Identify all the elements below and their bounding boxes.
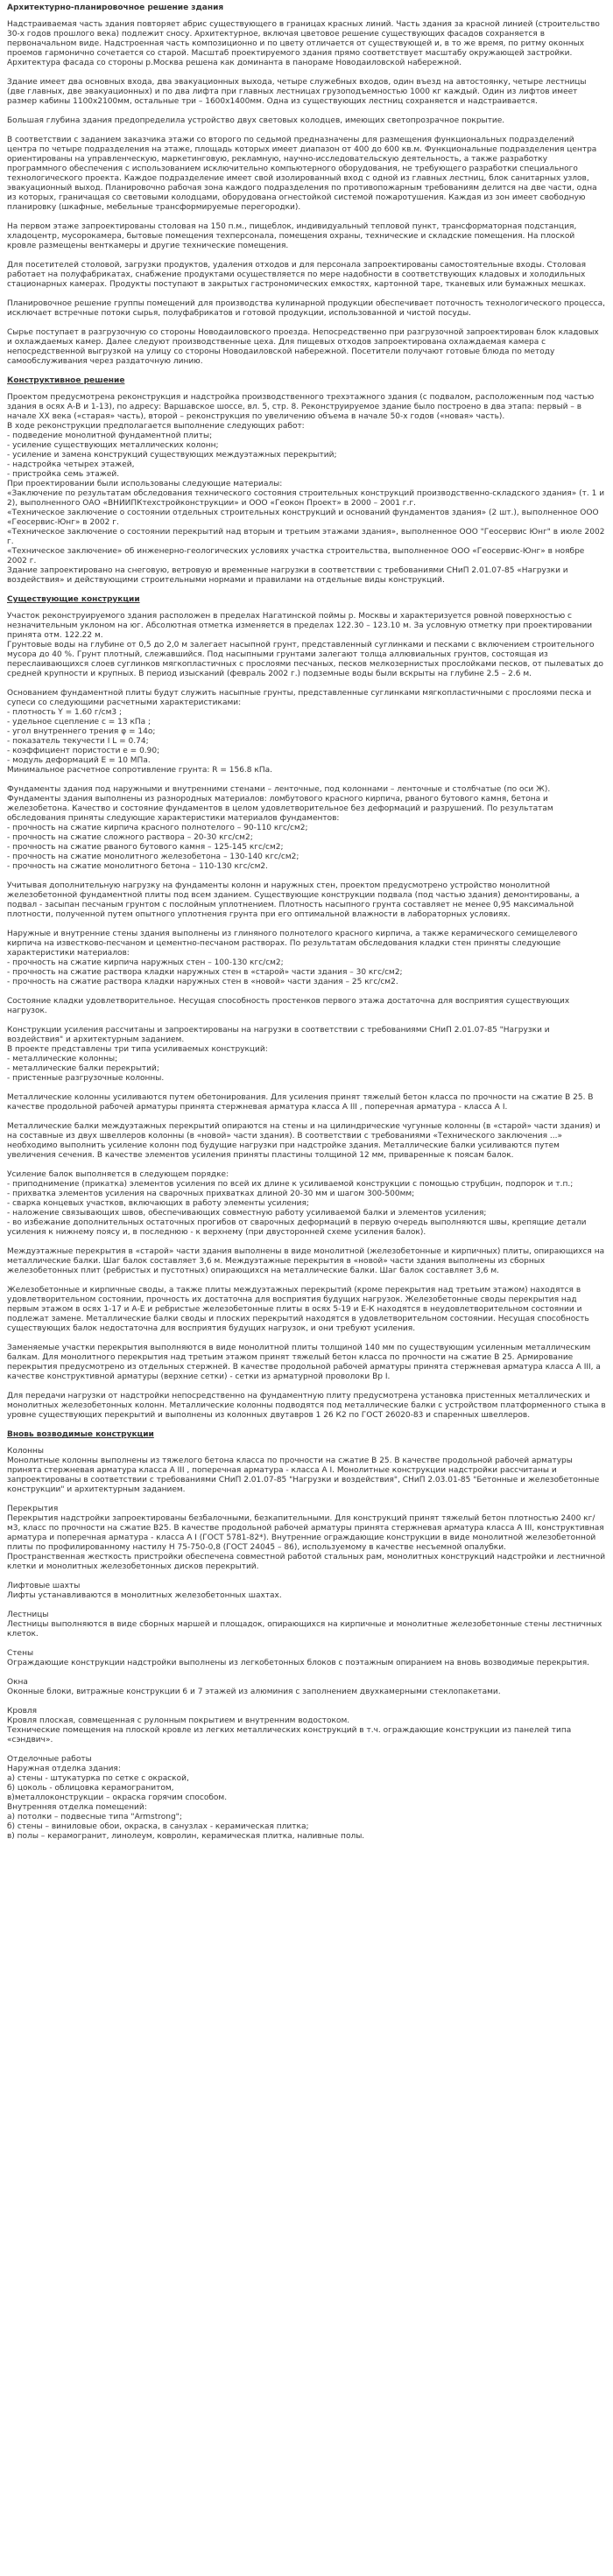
section-heading: Существующие конструкции — [7, 595, 140, 604]
paragraph: Металлические колонны усиливаются путем обетонирования. Для усиления принят тяжелый бетон класса по прочности на сжатие В 25. В качестве продольной рабочей арматуры принята стержневая арматура класса А III , поперечная арматура - класса А I. — [7, 1093, 596, 1112]
paragraph: Наружные и внутренние стены здания выполнены из глиняного полнотелого красного кирпича, а также керамического семищелевого кирпича на известково-песчаном и цементно-песчаном растворах. По результатам обследования кладки стен приняты следующие характеристики материалов: - прочность на сжатие кирпича наружных стен – 100-130 кгс/см2; - прочность на сжатие раствора кладки наружных стен в «старой» части здания – 30 кгс/см2; - прочность на сжатие раствора кладки наружных стен в «новой» части здания – 25 кгс/см2. — [7, 930, 578, 986]
paragraph: Междуэтажные перекрытия в «старой» части здания выполнены в виде монолитной (железобетонные и кирпичных) плиты, опирающихся на металлические балки. Шаг балок составляет 3,6 м. Междуэтажные перекрытия в «новой» части здания выполнены из сборных железобетонных плит (ребристых и пустотных) опирающихся на металлические балки. Шаг балок составляет 3,6 м. — [7, 1247, 607, 1275]
paragraph: Участок реконструируемого здания расположен в пределах Нагатинской поймы р. Москвы и характеризуется ровной поверхностью с незначительным уклоном на юг. Абсолютная отметка изменяется в пределах 122.30 – 123.10 м. За условную отметку при проектировании принята отм. 122.22 м. Грунтовые воды на глубине от 0,5 до 2,0 м залегает насыпной грунт, представленный суглинками и песками с включением строительного мусора до 40 %. Грунт плотный, слежавшийся. Под насыпными грунтами залегают толща аллювиальных грунтов, состоящая из переслаивающихся слоев суглинков мягкопластичных с прослоями песчаных, песков мелкозернистых прослойками песков, от пылеватых до средней крупности и крупных. В период изысканий (февраль 2002 г.) подземные воды были вскрыты на глубине 2.5 – 2.6 м. — [7, 612, 604, 678]
paragraph: Фундаменты здания под наружными и внутренними стенами – ленточные, под колоннами – ленточные и столбчатые (по оси Ж). Фундаменты здания выполнены из разнородных материалов: ломбутового красного кирпича, рваного бутового камня, бетона и железобетона. Качество и состояние фундаментов в целом удовлетворительное без деформаций и разрушений. По результатам обследования приняты следующие характеристики материалов фундаментов: - прочность на сжатие кирпича красного полнотелого – 90-110 кгс/см2; - прочность на сжатие сложного раствора – 20-30 кгс/см2; - прочность на сжатие рваного бутового камня – 125-145 кгс/см2; - прочность на сжатие монолитного железобетона – 130-140 кгс/см2; - прочность на сжатие монолитного бетона – 110-130 кгс/см2. — [7, 785, 553, 871]
paragraph: Планировочное решение группы помещений для производства кулинарной продукции обеспечивает поточность технологического процесса, исключает встречные потоки сырья, полуфабрикатов и готовой продукции, использованной и чистой посуды. — [7, 299, 608, 318]
paragraph: В соответствии с заданием заказчика этажи со второго по седьмой предназначены для размещения функциональных подразделений центра по четыре подразделения на этаже, площадь которых имеет диапазон от 400 до 600 кв.м. Функциональные подразделения центра ориентированы на управленческую, маркетинговую, рекламную, научно-исследовательскую деятельность, а также разработку программного обеспечения с использованием исключительно компьютерного оборудования, не требующего разработки специального технологического проекта. Каждое подразделение имеет свой изолированный вход с одной из главных лестниц, блок санитарных узлов, эвакуационный выход. Планировочно рабочая зона каждого подразделения по противопожарным требованиям делится на две части, одна из которых, граничащая со световыми колодцами, оборудована огнестойкой системой пожаротушения. Каждая из зон имеет свободную планировку (шкафные, мебельные трансформируемые перегородки). — [7, 136, 600, 212]
paragraph: Окна Оконные блоки, витражные конструкции 6 и 7 этажей из алюминия с заполнением двухкамерными стеклопакетами. — [7, 1678, 501, 1696]
paragraph: Учитывая дополнительную нагрузку на фундаменты колонн и наружных стен, проектом предусмотрено устройство монолитной железобетонной фундаментной плиты под всем зданием. Существующие конструкции подвала (под частью здания) демонтированы, а подвал - засыпан песчаным грунтом с послойным уплотнением. Плотность насыпного грунта составляет не менее 0,95 максимальной плотности, полученной путем опытного уплотнения грунта при его оптимальной влажности в лабораторных условиях. — [7, 881, 582, 919]
paragraph: Перекрытия Перекрытия надстройки запроектированы безбалочными, безкапительными. Для конструкций принят тяжелый бетон плотностью 2400 кг/м3, класс по прочности на сжатие В25. В качестве продольной рабочей арматуры принята стержневая арматура класса А III, конструктивная арматура и поперечная арматура - класса А I (ГОСТ 5781-82*). Внутренние ограждающие конструкции в виде монолитной железобетонной плиты по профилированному настилу Н 75-750-0,8 (ГОСТ 24045 – 86), используемому в качестве несъемной опалубки. Пространственная жесткость пристройки обеспечена совместной работой стальных рам, монолитных конструкций надстройки и лестничной клетки и монолитных железобетонных дисков перекрытий. — [7, 1505, 606, 1571]
paragraph: Отделочные работы Наружная отделка здания: а) стены - штукатурка по сетке с окраской, б) цоколь - облицовка керамогранитом, в)металлоконструкции – окраска горячим способом. Внутренняя отделка помещений: а) потолки – подвесные типа "Armstrong"; б) стены – виниловые обои, окраска, в санузлах - керамическая плитка; в) полы – керамогранит, линолеум, ковролин, керамическая плитка, наливные полы. — [7, 1755, 365, 1841]
paragraph: Здание имеет два основных входа, два эвакуационных выхода, четыре служебных входов, один въезд на автостоянку, четыре лестницы (две главных, две эвакуационных) и по два лифта при главных лестницах грузоподъемностью 1000 кг каждый. Один из лифтов имеет размер кабины 1100х2100мм, остальные три – 1600х1400мм. Одна из существующих лестниц сохраняется и надстраивается. — [7, 78, 589, 106]
paragraph: Конструкции усиления рассчитаны и запроектированы на нагрузки в соответствии с требованиями СНиП 2.01.07-85 "Нагрузки и воздействия" и архитектурным заданием. В проекте представлены три типа усиливаемых конструкций: - металлические колонны; - металлические балки перекрытий; - пристенные разгрузочные колонны. — [7, 1026, 550, 1083]
paragraph: Надстраиваемая часть здания повторяет абрис существующего в границах красных линий. Часть здания за красной линией (строительство 30-х годов прошлого века) подлежит сносу. Архитектурное, включая цветовое решение существующих фасадов сохраняется в первоначальном виде. Надстроенная часть композиционно и по цвету отличается от существующей и, в то же время, по ритму оконных проемов гармонично сочетается со старой. Масштаб проектируемого здания прямо соответствует масштабу окружающей застройки. Архитектура фасада со стороны р.Москва решена как доминанта в панораме Новодаиловской набережной. — [7, 20, 602, 67]
paragraph: Металлические балки междуэтажных перекрытий опираются на стены и на цилиндрические чугунные колонны (в «старой» части здания) и на составные из двух швеллеров колонны (в «новой» части здания). В соответствии с требованиями «Технического заключения ...» необходимо выполнить усиление колонн под будущие нагрузки при надстройке здания. Металлические балки усиливаются путем увеличения сечения. В качестве элементов усиления приняты пластины толщиной 12 мм, приваренные к поясам балок. — [7, 1122, 603, 1160]
paragraph: Проектом предусмотрена реконструкция и надстройка производственного трехэтажного здания (с подвалом, расположенным под частью здания в осях А-В и 1-13), по адресу: Варшавское шоссе, вл. 5, стр. 8. Реконструируемое здание было построено в два этапа: первый – в начале ХХ века («старая» часть), второй – реконструкция по увеличению объема в начале 50-х годов («новая» часть). В ходе реконструкции предполагается выполнение следующих работ: - подведение монолитной фундаментной плиты; - усиление существующих металлических колонн; - усиление и замена конструкций существующих междуэтажных перекрытий; - надстройка четырех этажей, - пристройка семь этажей. При проектировании были использованы следующие материалы: «Заключение по результатам обследования технического состояния строительных конструкций производственно-складского здания» (т. 1 и 2), выполненного ОАО «ВНИИПКтехстройконструкции» и ООО «Геокон Проект» в 2000 – 2001 г.г. «Техническое заключение о состоянии отдельных строительных конструкций и оснований фундаментов здания» (2 шт.), выполненное ООО «Геосервис-Юнг» в 2002 г. «Техническое заключение о состоянии перекрытий над вторым и третьим этажами здания», выполненное ООО "Геосервис Юнг" в июле 2002 г. «Техническое заключение» об инженерно-геологических условиях участка строительства, выполненное ООО «Геосервис-Юнг» в ноябре 2002 г. Здание запроектировано на снеговую, ветровую и временные нагрузки в соответствии с требованиями СНиП 2.01.07-85 «Нагрузки и воздействия» и действующими строительными нормами и правилами на отдельные виды конструкций. — [7, 393, 605, 585]
paragraph: Состояние кладки удовлетворительное. Несущая способность простенков первого этажа достаточна для восприятия существующих нагрузок. — [7, 997, 573, 1015]
paragraph: Основанием фундаментной плиты будут служить насыпные грунты, представленные суглинками мягкопластичными с прослоями песка и супеси со следующими расчетными характеристиками: - плотность Y = 1.60 г/см3 ; - удельное сцепление c = 13 кПа ; - угол внутреннего трения φ = 14o; - показатель текучести I L = 0.74; - коэффициент пористости e = 0.90; - модуль деформаций E = 10 МПа. Минимальное расчетное сопротивление грунта: R = 156.8 кПа. — [7, 689, 592, 775]
paragraph: Сырье поступает в разгрузочную со стороны Новодаиловского проезда. Непосредственно при разгрузочной запроектирован блок кладовых и охлаждаемых камер. Далее следуют производственные цеха. Для пищевых отходов запроектирована охлаждаемая камера с непосредственной выгрузкой на улицу со стороны Новодаиловской набережной. Посетители получают готовые блюда по методу самообслуживания через раздаточную линию. — [7, 328, 602, 366]
paragraph: Лифтовые шахты Лифты устанавливаются в монолитных железобетонных шахтах. — [7, 1582, 282, 1600]
page-heading: Архитектурно-планировочное решение здания — [7, 4, 224, 12]
section-heading: Конструктивное решение — [7, 376, 125, 385]
paragraph: Заменяемые участки перекрытия выполняются в виде монолитной плиты толщиной 140 мм по существующим усиленным металлическим балкам. Для монолитного перекрытия над третьим этажом принят тяжелый бетон класса по прочности на сжатие В 25. Армирование перекрытия предусмотрено из отдельных стержней. В качестве продольной рабочей арматуры принята стержневая арматура класса А III, а качестве конструктивной арматуры (верхние сетки) - сетки из арматурной проволоки Вр I. — [7, 1344, 603, 1381]
paragraph: Железобетонные и кирпичные своды, а также плиты междуэтажных перекрытий (кроме перекрытия над третьим этажом) находятся в удовлетворительном состоянии, прочность их достаточна для восприятия будущих нагрузок. Железобетонные своды перекрытия над первым этажом в осях 1-17 и А-Е и ребристые железобетонные плиты в осях 5-19 и Е-К находятся в неудовлетворительном состоянии и подлежат замене. Металлические балки своды и плоских перекрытий находятся в удовлетворительном состоянии. Несущая способность существующих балок недостаточна для восприятия будущих нагрузок, и они требуют усиления. — [7, 1286, 592, 1333]
paragraph: Колонны Монолитные колонны выполнены из тяжелого бетона класса по прочности на сжатие В 25. В качестве продольной рабочей арматуры принята стержневая арматура класса А III , поперечная арматура - класса А I. Монолитные конструкции надстройки рассчитаны и запроектированы в соответствии с требованиями СНиП 2.01.07-85 "Нагрузки и воздействия", СНиП 2.03.01-85 "Бетонные и железобетонные конструкции" и архитектурным заданием. — [7, 1447, 600, 1494]
paragraph: На первом этаже запроектированы столовая на 150 п.м., пищеблок, индивидуальный тепловой пункт, трансформаторная подстанция, хладоцентр, мусорокамера, бытовые помещения техперсонала, помещения охраны, технические и складские помещения. На плоской кровле размещены венткамеры и другие технические помещения. — [7, 222, 580, 250]
section-heading: Вновь возводимые конструкции — [7, 1430, 154, 1439]
paragraph: Для посетителей столовой, загрузки продуктов, удаления отходов и для персонала запроектированы самостоятельные входы. Столовая работает на полуфабрикатах, снабжение продуктами осуществляется по мере надобности в соответствующих кладовых и холодильных стационарных камерах. Продукты поступают в закрытых гастрономических емкостях, картонной таре, тканевых или бумажных мешках. — [7, 261, 588, 289]
paragraph: Большая глубина здания предопределила устройство двух световых колодцев, имеющих светопрозрачное покрытие. — [7, 116, 505, 125]
paragraph: Стены Ограждающие конструкции надстройки выполнены из легкобетонных блоков с поэтажным опиранием на вновь возводимые перекрытия. — [7, 1649, 590, 1667]
paragraph: Усиление балок выполняется в следующем порядке: - приподнимение (прикатка) элементов усиления по всей их длине к усиливаемой конструкции с помощью струбцин, подпорок и т.п.; - прихватка элементов усиления на сварочных прихватках длиной 20-30 мм и шагом 300-500мм; - сварка концевых участков, включающих в работу элементы усиления; - наложение связывающих швов, обеспечивающих совместную работу усиливаемой балки и элементов усиления; - во избежание дополнительных остаточных прогибов от сварочных деформаций в первую очередь выполняются швы, крепящие детали усиления к нижнему поясу и, в последнюю - к верхнему (при двусторонней схеме усиления балок). — [7, 1170, 587, 1237]
paragraph: Кровля Кровля плоская, совмещенная с рулонным покрытием и внутренним водостоком. Технические помещения на плоской кровле из легких металлических конструкций в т.ч. ограждающие конструкции из панелей типа «сэндвич». — [7, 1707, 572, 1744]
paragraph: Для передачи нагрузки от надстройки непосредственно на фундаментную плиту предусмотрена установка пристенных металлических и монолитных железобетонных колонн. Металлические колонны подводятся под металлические балки с устройством платформенного стыка в уровне существующих перекрытий и выполнены из колонных двутавров 1 26 К2 по ГОСТ 26020-83 и спаренных швеллеров. — [7, 1392, 609, 1420]
paragraph: Лестницы Лестницы выполняются в виде сборных маршей и площадок, опирающихся на кирпичные и монолитные железобетонные стены лестничных клеток. — [7, 1611, 602, 1639]
